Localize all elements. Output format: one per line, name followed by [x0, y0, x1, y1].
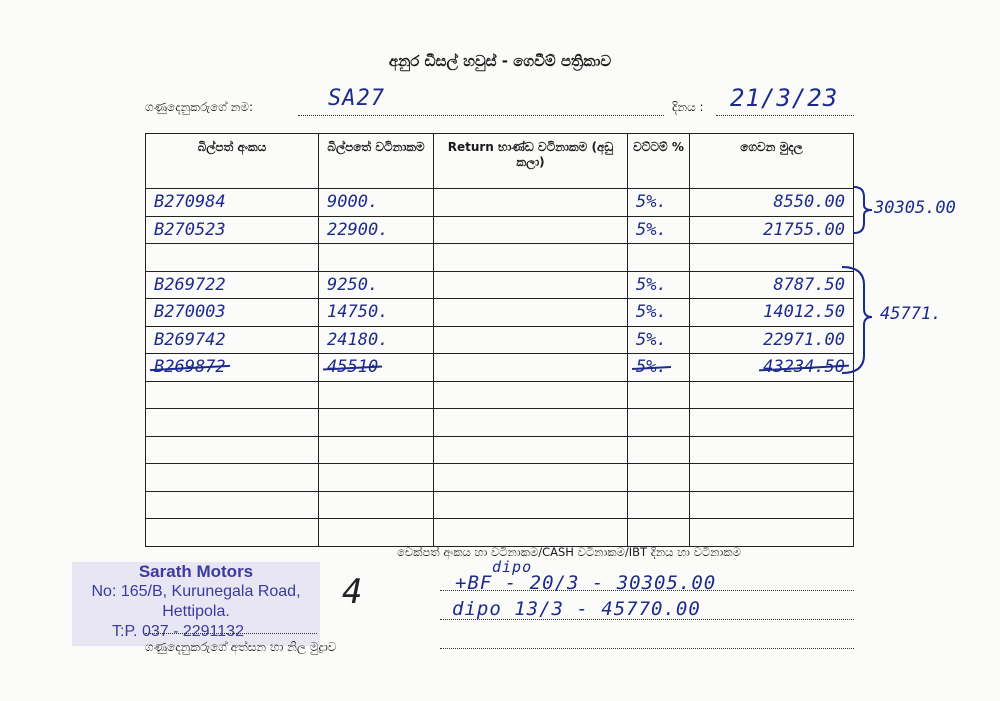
- table-row: [146, 271, 854, 299]
- cell-discount: [628, 326, 690, 354]
- cell-return: [434, 326, 628, 354]
- cell-bill-value-text: 9000.: [327, 192, 379, 212]
- cell-discount: [628, 271, 690, 299]
- cell-bill-no-text: B270523: [154, 219, 226, 240]
- cell-payment: [690, 271, 854, 299]
- cell-payment: [690, 381, 854, 409]
- col-payment: ගෙවන මුදල: [690, 134, 854, 189]
- cell-bill-no-text: B269872: [154, 357, 226, 377]
- cell-bill-value-text: 45510: [327, 357, 379, 377]
- cell-payment-text: 8787.50: [773, 274, 845, 295]
- stamp-name: Sarath Motors: [138, 562, 254, 581]
- cell-bill-no: [146, 244, 319, 272]
- table-row: [146, 464, 854, 492]
- cell-bill-no: [146, 381, 319, 409]
- cell-bill-no-text: B270984: [154, 192, 226, 212]
- sheet-title: අනුර ඩීසල් හවුස් - ගෙවීම් පත්‍රිකාව: [388, 52, 612, 70]
- cell-return: [434, 354, 628, 382]
- customer-dotline: [298, 115, 664, 116]
- cell-payment: [690, 464, 854, 492]
- cell-bill-value-text: 22900.: [327, 219, 389, 240]
- table-header-row: [146, 134, 854, 189]
- cell-discount: [628, 299, 690, 327]
- stamp-address-1: No: 165/B, Kurunegala Road,: [91, 583, 301, 600]
- payment-line-1: +BF - 20/3 - 30305.00: [455, 572, 717, 594]
- cell-discount: [628, 381, 690, 409]
- table-body: [146, 189, 854, 547]
- cell-discount: [628, 464, 690, 492]
- cell-bill-no: [146, 354, 319, 382]
- col-bill-no: බිල්පත් අංකය: [146, 134, 319, 189]
- cell-bill-value: [319, 326, 434, 354]
- cell-bill-no: [146, 189, 319, 217]
- cell-bill-no: [146, 519, 319, 547]
- cell-bill-value: [319, 436, 434, 464]
- cell-bill-value: [319, 519, 434, 547]
- cell-bill-no-text: B269742: [154, 329, 226, 350]
- cell-return: [434, 271, 628, 299]
- cell-bill-no: [146, 216, 319, 244]
- cell-payment: [690, 299, 854, 327]
- cell-payment-text: 43234.50: [763, 357, 845, 377]
- col-bill-value: බිල්පතේ වටිනාකම: [319, 134, 434, 189]
- cell-payment: [690, 244, 854, 272]
- payment-table: [145, 133, 854, 547]
- col-return-value: Return භාණ්ඩ වටිනාකම (අඩු කලා): [434, 134, 628, 189]
- cell-payment: [690, 519, 854, 547]
- brace-group-2: [838, 265, 874, 375]
- cell-bill-value-text: 24180.: [327, 329, 389, 350]
- cell-bill-no: [146, 436, 319, 464]
- cell-discount: [628, 216, 690, 244]
- cell-discount-text: 5%.: [636, 357, 667, 377]
- cell-payment-text: 14012.50: [763, 302, 845, 322]
- cell-bill-value: [319, 409, 434, 437]
- group-total-1: 30305.00: [874, 198, 956, 218]
- cell-bill-value: [319, 464, 434, 492]
- cell-bill-no-text: B270003: [154, 302, 226, 322]
- cell-bill-no: [146, 299, 319, 327]
- cell-return: [434, 381, 628, 409]
- date-value: 21/3/23: [730, 84, 839, 112]
- table-row: [146, 326, 854, 354]
- cell-bill-no: [146, 271, 319, 299]
- cell-discount: [628, 491, 690, 519]
- cell-discount: [628, 519, 690, 547]
- table-row: [146, 436, 854, 464]
- cell-payment-text: 8550.00: [773, 192, 845, 212]
- cell-bill-value: [319, 189, 434, 217]
- payment-note-1: dipo: [492, 558, 533, 576]
- table-row: [146, 189, 854, 217]
- cell-discount-text: 5%.: [636, 192, 667, 212]
- cell-payment: [690, 354, 854, 382]
- cell-bill-no: [146, 491, 319, 519]
- cell-return: [434, 244, 628, 272]
- cell-discount: [628, 409, 690, 437]
- stamp-address-2: Hettipola.: [162, 603, 230, 620]
- cell-bill-no: [146, 326, 319, 354]
- stamp-phone: T:P. 037 - 2291132: [112, 623, 244, 640]
- cell-bill-value-text: 9250.: [327, 274, 379, 295]
- date-dotline: [716, 115, 854, 116]
- cell-return: [434, 491, 628, 519]
- cell-bill-value: [319, 299, 434, 327]
- date-label: දිනය :: [672, 100, 704, 114]
- payments-label: චෙක්පත් අංකය හා වටිනාකම/CASH වටිනාකම/IBT දිනය හා වටිනාකම: [397, 545, 741, 559]
- group-total-2: 45771.: [880, 304, 942, 324]
- table-row: [146, 354, 854, 382]
- cell-payment: [690, 409, 854, 437]
- signature-label: ගණුදෙනුකරුගේ අත්සන හා නිල මුද්‍රාව: [145, 640, 337, 654]
- cell-bill-value: [319, 354, 434, 382]
- cell-bill-no-text: B269722: [154, 274, 226, 295]
- cell-bill-value: [319, 244, 434, 272]
- cell-payment: [690, 189, 854, 217]
- cell-return: [434, 409, 628, 437]
- cell-bill-value: [319, 271, 434, 299]
- table-row: [146, 519, 854, 547]
- cell-payment: [690, 216, 854, 244]
- payments-dotline-3: [440, 648, 854, 649]
- table-row: [146, 409, 854, 437]
- cell-discount: [628, 354, 690, 382]
- table-row: [146, 381, 854, 409]
- cell-payment: [690, 326, 854, 354]
- signature-mark: 4: [342, 572, 364, 612]
- cell-payment: [690, 491, 854, 519]
- cell-bill-value-text: 14750.: [327, 302, 389, 322]
- table-row: [146, 299, 854, 327]
- cell-discount-text: 5%.: [636, 329, 667, 350]
- table-row: [146, 244, 854, 272]
- customer-value: SA27: [328, 86, 385, 111]
- cell-return: [434, 464, 628, 492]
- cell-bill-value: [319, 491, 434, 519]
- table-row: [146, 216, 854, 244]
- cell-discount: [628, 436, 690, 464]
- cell-bill-no: [146, 464, 319, 492]
- cell-discount: [628, 189, 690, 217]
- cell-return: [434, 216, 628, 244]
- cell-discount-text: 5%.: [636, 219, 667, 240]
- cell-payment: [690, 436, 854, 464]
- cell-bill-value: [319, 381, 434, 409]
- cell-return: [434, 519, 628, 547]
- cell-payment-text: 21755.00: [763, 219, 845, 240]
- signature-dotline: [145, 633, 317, 634]
- cell-discount-text: 5%.: [636, 274, 667, 295]
- cell-return: [434, 189, 628, 217]
- col-discount: වට්ටම් %: [628, 134, 690, 189]
- cell-discount: [628, 244, 690, 272]
- cell-bill-no: [146, 409, 319, 437]
- payment-line-2: dipo 13/3 - 45770.00: [452, 598, 701, 620]
- cell-discount-text: 5%.: [636, 302, 667, 322]
- cell-return: [434, 299, 628, 327]
- cell-return: [434, 436, 628, 464]
- cell-bill-value: [319, 216, 434, 244]
- table-row: [146, 491, 854, 519]
- cell-payment-text: 22971.00: [763, 329, 845, 350]
- customer-label: ගණුදෙනුකරුගේ නම:: [145, 100, 254, 114]
